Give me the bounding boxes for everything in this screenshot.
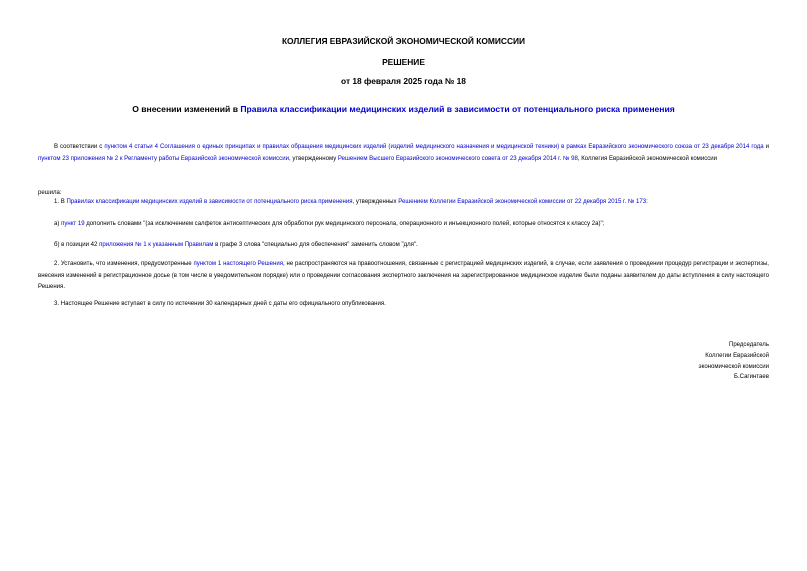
point-19-link[interactable]: пункт 19 bbox=[61, 221, 85, 227]
item-1-paragraph bbox=[38, 197, 769, 209]
council-decision-link[interactable]: Решением Высшего Евразийского экономического совета от 23 декабря 2014 г. № 98 bbox=[337, 155, 578, 162]
signature-name: Б.Сагинтаев bbox=[733, 374, 769, 381]
signature-org-line-2: экономической комиссии bbox=[698, 363, 769, 370]
document-date-number: от 18 февраля 2025 года № 18 bbox=[341, 76, 466, 86]
preamble-text-1: В соответствии с bbox=[54, 144, 105, 150]
subject-rules-link[interactable]: Правила классификации медицинских изделий в зависимости от потенциального риска применения bbox=[240, 104, 675, 114]
signature-org-line-1: Коллегии Евразийской bbox=[705, 352, 769, 359]
item-1b-paragraph bbox=[38, 240, 769, 252]
item-1b-text-1: б) в позиции 42 bbox=[54, 242, 100, 248]
decided-label: решила: bbox=[38, 190, 62, 196]
rules-link[interactable]: Правилах классификации медицинских изделий в зависимости от потенциального риска применения bbox=[66, 199, 353, 205]
subject-text: О внесении изменений в bbox=[132, 104, 241, 114]
item-1-text-3: : bbox=[646, 199, 648, 205]
preamble-paragraph bbox=[38, 142, 769, 165]
preamble-text-3: , утвержденному bbox=[288, 155, 338, 162]
signature-position: Председатель bbox=[728, 342, 769, 348]
document-type: РЕШЕНИЕ bbox=[382, 57, 425, 67]
issuer-title: КОЛЛЕГИЯ ЕВРАЗИЙСКОЙ ЭКОНОМИЧЕСКОЙ КОМИССИИ bbox=[281, 36, 526, 46]
preamble-text-2: и bbox=[763, 144, 769, 150]
signature-block bbox=[699, 340, 769, 383]
item-2-text-2: , не распространяются на правоотношения, связанные с регистрацией медицинских изделий, в случае, если заявления о проведении процедур регистрации и экспертизы, внесения изменений в регистрационное досье (в том числе в уведомительном порядке) или о проведении согласования экспертного заключения на зарегистрированное медицинское изделие были поданы заявителем до даты вступления в силу настоящего Решения. bbox=[38, 261, 769, 291]
item-2-paragraph bbox=[38, 259, 769, 294]
item-3-paragraph: 3. Настоящее Решение вступает в силу по истечении 30 календарных дней с даты его официального опубликования. bbox=[54, 301, 386, 307]
document-subject bbox=[0, 104, 807, 115]
item-1a-text-1: а) bbox=[54, 221, 62, 227]
item-2-text-1: 2. Установить, что изменения, предусмотренные bbox=[54, 261, 194, 267]
item-1-text-1: 1. В bbox=[54, 199, 67, 205]
board-decision-link[interactable]: Решением Коллегии Евразийской экономической комиссии от 22 декабря 2015 г. № 173 bbox=[398, 199, 647, 205]
item-1a-text-2: дополнить словами "(за исключением салфеток антисептических для обработки рук медицинского персонала, операционного и инъекционного полей, которые относятся к классу 2а)"; bbox=[84, 221, 605, 227]
item-1b-text-2: в графе 3 слова "специально для обеспечения" заменить словом "для". bbox=[213, 242, 418, 248]
item-1a-paragraph bbox=[38, 219, 769, 231]
item-1-text-2: , утвержденных bbox=[352, 199, 399, 205]
preamble-text-4: , Коллегия Евразийской экономической комиссии bbox=[577, 155, 718, 162]
point-1-decision-link[interactable]: пунктом 1 настоящего Решения bbox=[193, 261, 283, 267]
appendix-1-link[interactable]: приложения № 1 к указанным Правилам bbox=[99, 242, 214, 248]
agreement-link[interactable]: пунктом 4 статьи 4 Соглашения о единых принципах и правилах обращения медицинских изделий (изделий медицинского назначения и медицинской техники) в рамках Евразийского экономического союза от 23 декабря 2014 года bbox=[104, 144, 764, 150]
regulation-link[interactable]: пунктом 23 приложения № 2 к Регламенту работы Евразийской экономической комиссии bbox=[38, 155, 289, 162]
